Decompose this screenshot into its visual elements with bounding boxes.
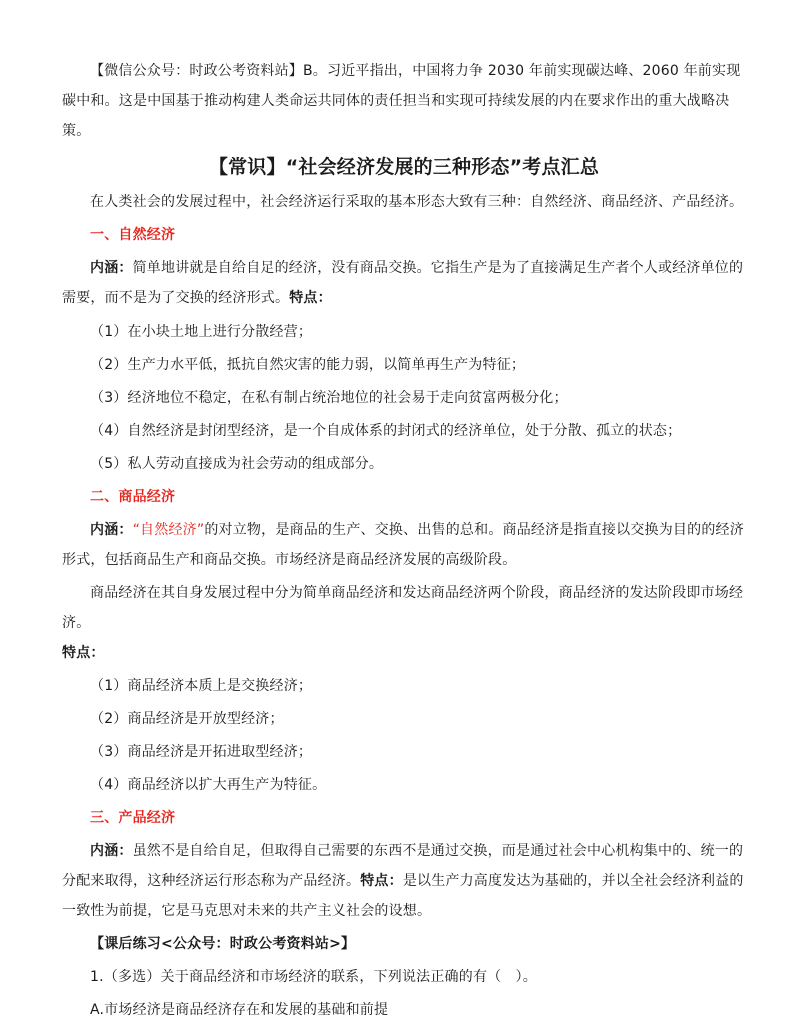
definition-label: 内涵： (90, 522, 133, 538)
intro-paragraph: 【微信公众号：时政公考资料站】B。习近平指出，中国将力争 2030 年前实现碳达峰、2060 年前实现碳中和。这是中国基于推动构建人类命运共同体的责任担当和实现可持续发展的内在要求作出的重大战略决策。 (62, 63, 741, 139)
definition-label: 内涵： (90, 260, 133, 276)
commodity-paragraph: 商品经济在其自身发展过程中分为简单商品经济和发达商品经济两个阶段，商品经济的发达阶段即市场经济。 (62, 585, 744, 631)
section-heading-product: 三、产品经济 (90, 810, 176, 826)
list-item: （5）私人劳动直接成为社会劳动的组成部分。 (90, 456, 384, 472)
commodity-definition (62, 515, 746, 575)
list-item: （4）商品经济以扩大再生产为特征。 (90, 777, 327, 793)
feature-label: 特点： (360, 873, 403, 889)
section-heading-commodity: 二、商品经济 (90, 489, 176, 505)
list-item: （4）自然经济是封闭型经济，是一个自成体系的封闭式的经济单位，处于分散、孤立的状态； (90, 423, 682, 439)
list-item: （3）经济地位不稳定，在私有制占统治地位的社会易于走向贫富两极分化； (90, 390, 568, 406)
feature-label: 特点： (62, 645, 105, 661)
document-page (62, 56, 746, 1025)
exercise-option-a: A.市场经济是商品经济存在和发展的基础和前提 (90, 1002, 389, 1018)
list-item: （2）生产力水平低，抵抗自然灾害的能力弱，以简单再生产为特征； (90, 357, 526, 373)
feature-label: 特点： (289, 290, 332, 306)
definition-text: 的对立物，是商品的生产、交换、出售的总和。商品经济是指直接以交换为目的的经济形式，包括商品生产和商品交换。市场经济是商品经济发展的高级阶段。 (62, 522, 744, 568)
lead-paragraph: 在人类社会的发展过程中，社会经济运行采取的基本形态大致有三种：自然经济、商品经济、产品经济。 (90, 194, 744, 210)
natural-definition (62, 253, 746, 313)
product-definition (62, 836, 746, 926)
section-heading-natural: 一、自然经济 (90, 227, 176, 243)
exercise-heading: 【课后练习<公众号：时政公考资料站>】 (90, 936, 356, 952)
feature-text: 是以生产力高度发达为基础的，并以全社会经济利益的一致性为前提，它是马克思对未来的共产主义社会的设想。 (62, 873, 744, 919)
highlighted-term: “自然经济” (132, 522, 205, 538)
definition-text: 虽然不是自给自足，但取得自己需要的东西不是通过交换，而是通过社会中心机构集中的、统一的分配来取得，这种经济运行形态称为产品经济。 (62, 843, 744, 889)
page-title: 【常识】“社会经济发展的三种形态”考点汇总 (208, 156, 600, 178)
definition-text: 简单地讲就是自给自足的经济，没有商品交换。它指生产是为了直接满足生产者个人或经济单位的需要，而不是为了交换的经济形式。 (62, 260, 744, 306)
definition-label: 内涵： (90, 843, 133, 859)
list-item: （1）商品经济本质上是交换经济； (90, 678, 313, 694)
list-item: （3）商品经济是开拓进取型经济； (90, 744, 313, 760)
list-item: （1）在小块土地上进行分散经营； (90, 324, 313, 340)
list-item: （2）商品经济是开放型经济； (90, 711, 284, 727)
exercise-question: 1.（多选）关于商品经济和市场经济的联系，下列说法正确的有（ ）。 (90, 969, 537, 985)
